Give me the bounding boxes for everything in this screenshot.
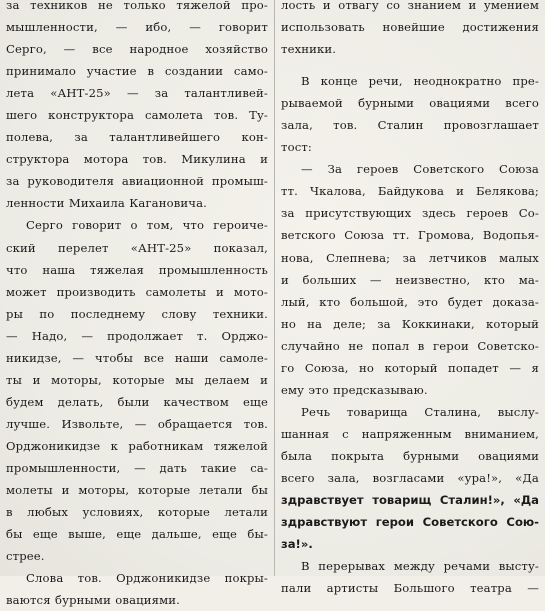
text-line: рываемой бурными овациями всего — [281, 96, 539, 111]
text-line: Орджоникидзе к работникам тяжелой — [6, 438, 268, 453]
text-line: ветского Союза тт. Громова, Водопья- — [281, 228, 539, 243]
text-line: зала, тов. Сталин провозглашает — [281, 118, 539, 133]
text-line: пали артисты Большого театра — — [281, 581, 539, 596]
text-line: промышленности, — дать такие са- — [6, 460, 268, 475]
text-line: го Союза, но который попадет — я — [281, 360, 539, 375]
text-line: ему это предсказываю. — [281, 382, 428, 397]
text-line: в любых условиях, которые летали — [6, 505, 268, 520]
text-line: здравствует товарищ Сталин!», «Да — [281, 493, 539, 508]
text-line: но на деле; за Коккинаки, который — [281, 316, 539, 331]
text-line: полева, за талантливейшего кон- — [6, 130, 268, 145]
text-line: и больших — неизвестно, кто ма- — [281, 272, 539, 287]
text-line: техники. — [281, 42, 337, 57]
text-line: всего зала, возгласами «ура!», «Да — [281, 470, 539, 485]
text-line: ский перелет «АНТ-25» показал, — [6, 240, 268, 255]
text-line: за присутствующих здесь героев Со- — [281, 206, 539, 221]
text-line: лета «АНТ-25» — за талантливей- — [6, 86, 268, 101]
text-line: здравствуют герои Советского Сою- — [281, 515, 539, 530]
text-line: — Надо, — продолжает т. Орджо- — [6, 328, 268, 343]
text-line: случайно не попал в герои Советско- — [281, 338, 539, 353]
text-line: тост: — [281, 140, 312, 155]
text-line: шего конструктора самолета тов. Ту- — [6, 108, 268, 123]
text-line: будем делать, были качеством еще — [6, 394, 268, 409]
paragraph-gap — [281, 60, 539, 70]
text-line: тт. Чкалова, Байдукова и Белякова; — [281, 184, 539, 199]
text-line: стрее. — [6, 549, 45, 564]
text-line: В перерывах между речами высту- — [301, 559, 539, 574]
text-line: никидзе, — чтобы все наши самоле- — [6, 350, 268, 365]
column-divider — [274, 0, 275, 576]
text-line: лый, кто большой, это будет доказа- — [281, 294, 539, 309]
text-line: что наша тяжелая промышленность — [6, 262, 268, 277]
text-line: Речь товарища Сталина, выслу- — [301, 404, 539, 419]
text-line: В конце речи, неоднократно пре- — [301, 74, 539, 89]
text-line: может производить самолеты и мото- — [6, 284, 268, 299]
text-line: за руководителя авиационной промыш- — [6, 174, 268, 189]
text-line: ты и моторы, которые мы делаем и — [6, 372, 268, 387]
text-line: Серго, — все народное хозяйство — [6, 42, 268, 57]
text-line: лучше. Извольте, — обращается тов. — [6, 416, 268, 431]
text-line: использовать новейшие достижения — [281, 20, 539, 35]
text-line: мышленности, — ибо, — говорит — [6, 20, 268, 35]
text-line: ленности Михаила Кагановича. — [6, 196, 208, 211]
text-line: шанная с напряженным вниманием, — [281, 426, 539, 441]
text-line: принимало участие в создании само- — [6, 64, 268, 79]
text-line: бы еще выше, еще дальше, еще бы- — [6, 527, 268, 542]
text-line: молеты и моторы, которые летали бы — [6, 483, 268, 498]
text-line: ры по последнему слову техники. — [6, 306, 268, 321]
right-text-column — [281, 0, 539, 599]
text-line: — За героев Советского Союза — [301, 162, 539, 177]
text-line: лость и отвагу со знанием и умением — [281, 0, 539, 12]
text-line: Слова тов. Орджоникидзе покры- — [26, 571, 268, 586]
text-line: за техников не только тяжелой про- — [6, 0, 268, 12]
text-line: была покрыта бурными овациями — [281, 448, 539, 463]
text-line: ваются бурными овациями. — [6, 593, 180, 608]
text-line: Серго говорит о том, что героиче- — [26, 218, 268, 233]
left-text-column — [6, 0, 268, 611]
text-line: за!». — [281, 537, 313, 552]
text-line: структора мотора тов. Микулина и — [6, 152, 268, 167]
text-line: нова, Слепнева; за летчиков малых — [281, 250, 539, 265]
